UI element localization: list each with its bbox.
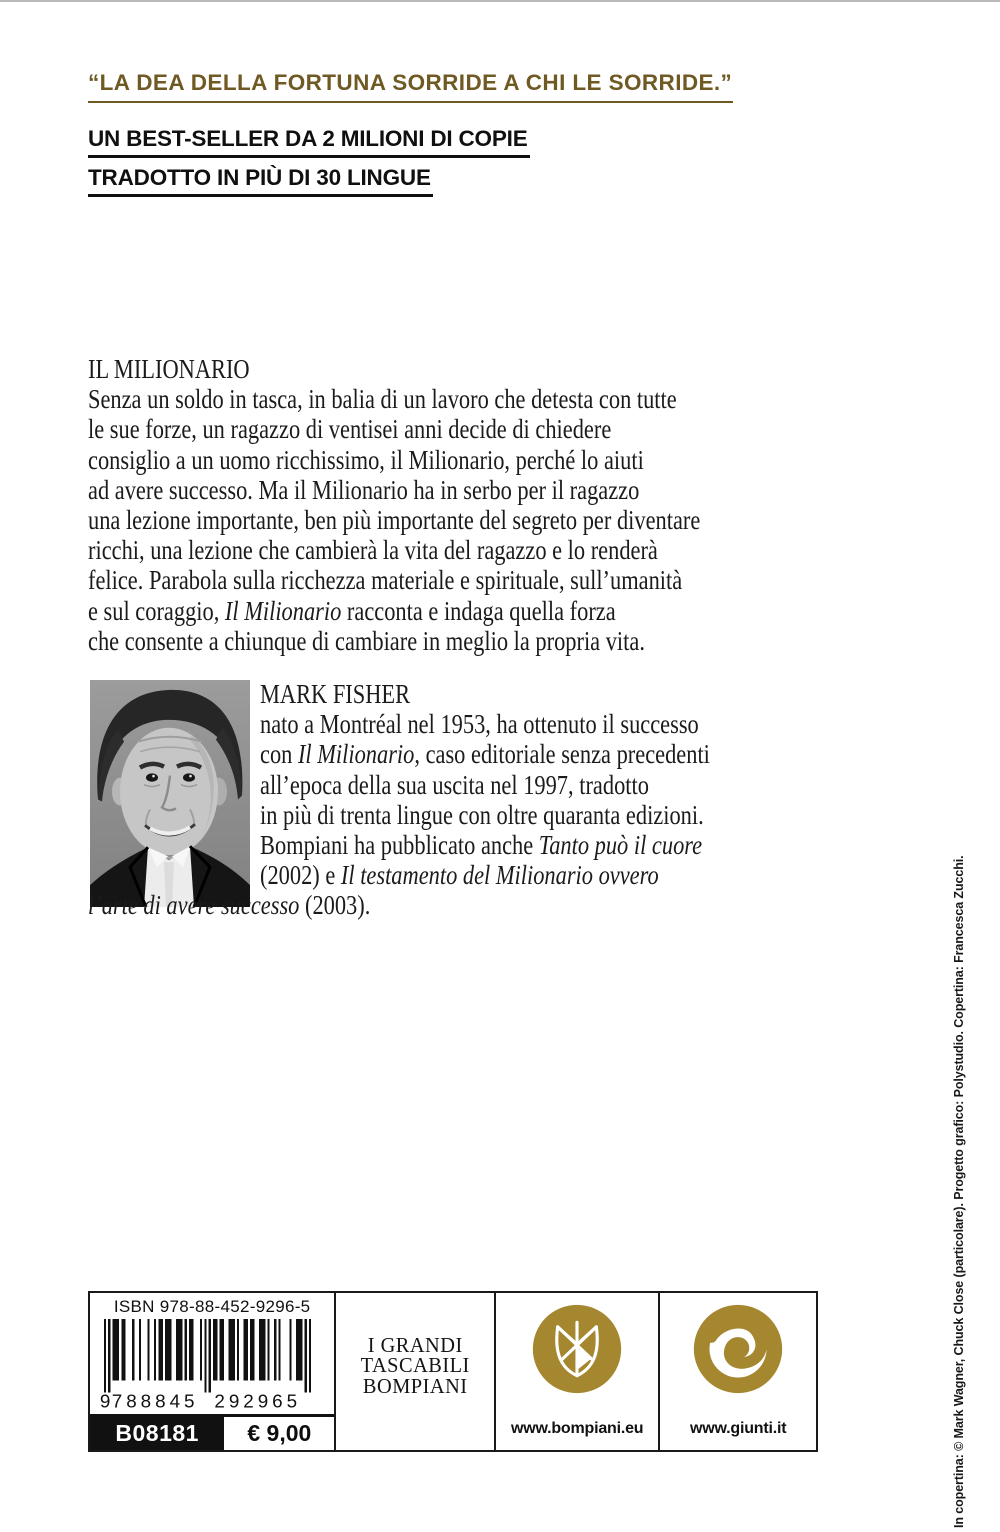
svg-text:788845: 788845 xyxy=(111,1390,199,1412)
text-line: BOMPIANI xyxy=(362,1373,468,1398)
author-portrait-illustration xyxy=(90,680,250,907)
text-line: consiglio a un uomo ricchissimo, il Milionario, perché lo aiuti xyxy=(88,444,644,475)
text-line: (2002) e Il testamento del Milionario ovvero xyxy=(260,860,659,891)
cover-credits-vertical: In copertina: © Mark Wagner, Chuck Close (particolare). Progetto grafico: Polystudio. Copertina: Francesca Zucchi. xyxy=(952,855,966,1528)
author-photo xyxy=(90,680,250,907)
author-bio-lines xyxy=(260,709,710,890)
imprint-name xyxy=(360,1332,470,1398)
barcode-panel xyxy=(90,1293,334,1450)
text-line: che consente a chiunque di cambiare in meglio la propria vita. xyxy=(88,625,645,656)
synopsis-title: IL MILIONARIO xyxy=(88,354,250,384)
text-line: TASCABILI xyxy=(360,1353,470,1378)
price-row xyxy=(90,1414,334,1450)
text-line: UN BEST-SELLER DA 2 MILIONI DI COPIE xyxy=(88,126,530,158)
giunti-url: www.giunti.it xyxy=(690,1420,787,1437)
text-line: all’epoca della sua uscita nel 1997, tradotto xyxy=(260,769,649,800)
text-line: I GRANDI xyxy=(367,1332,463,1357)
text-line: TRADOTTO IN PIÙ DI 30 LINGUE xyxy=(88,165,433,197)
text-line: e sul coraggio, Il Milionario racconta e indaga quella forza xyxy=(88,595,616,626)
synopsis-lines xyxy=(88,384,700,656)
text-line: felice. Parabola sulla ricchezza materiale e spirituale, sull’umanità xyxy=(88,565,683,596)
text-line: Senza un soldo in tasca, in balia di un lavoro che detesta con tutte xyxy=(88,384,677,415)
giunti-swirl-icon xyxy=(692,1303,784,1395)
text-line: nato a Montréal nel 1953, ha ottenuto il successo xyxy=(260,709,699,740)
text-line: Bompiani ha pubblicato anche Tanto può il cuore xyxy=(260,830,703,861)
bompiani-flower-icon xyxy=(531,1303,623,1395)
edition-code: B08181 xyxy=(90,1417,224,1450)
bompiani-panel xyxy=(494,1293,659,1450)
author-name: MARK FISHER xyxy=(260,679,411,709)
text-line: in più di trenta lingue con oltre quaranta edizioni. xyxy=(260,799,704,830)
isbn-label: ISBN 978-88-452-9296-5 xyxy=(113,1297,311,1316)
text-line: una lezione importante, ben più importante del segreto per diventare xyxy=(88,505,701,536)
svg-text:9: 9 xyxy=(100,1390,115,1412)
quote-tagline: “LA DEA DELLA FORTUNA SORRIDE A CHI LE SORRIDE.” xyxy=(88,70,733,103)
imprint-panel xyxy=(334,1293,494,1450)
author-bio xyxy=(260,679,710,890)
bestseller-banner xyxy=(88,126,530,204)
text-line: con Il Milionario, caso editoriale senza precedenti xyxy=(260,739,710,770)
text-line: ad avere successo. Ma il Milionario ha in serbo per il ragazzo xyxy=(88,474,640,505)
ean13-barcode xyxy=(98,1318,326,1414)
text-line: le sue forze, un ragazzo di ventisei anni decide di chiedere xyxy=(88,414,612,445)
svg-text:292965: 292965 xyxy=(214,1390,302,1412)
synopsis xyxy=(88,354,700,656)
author-bio-last-line: l’arte di avere successo (2003). xyxy=(88,890,371,920)
bompiani-url: www.bompiani.eu xyxy=(510,1420,644,1437)
text-line: ricchi, una lezione che cambierà la vita del ragazzo e lo renderà xyxy=(88,535,658,566)
price: € 9,00 xyxy=(247,1420,312,1447)
footer-strip xyxy=(88,1291,818,1452)
giunti-panel xyxy=(658,1293,816,1450)
